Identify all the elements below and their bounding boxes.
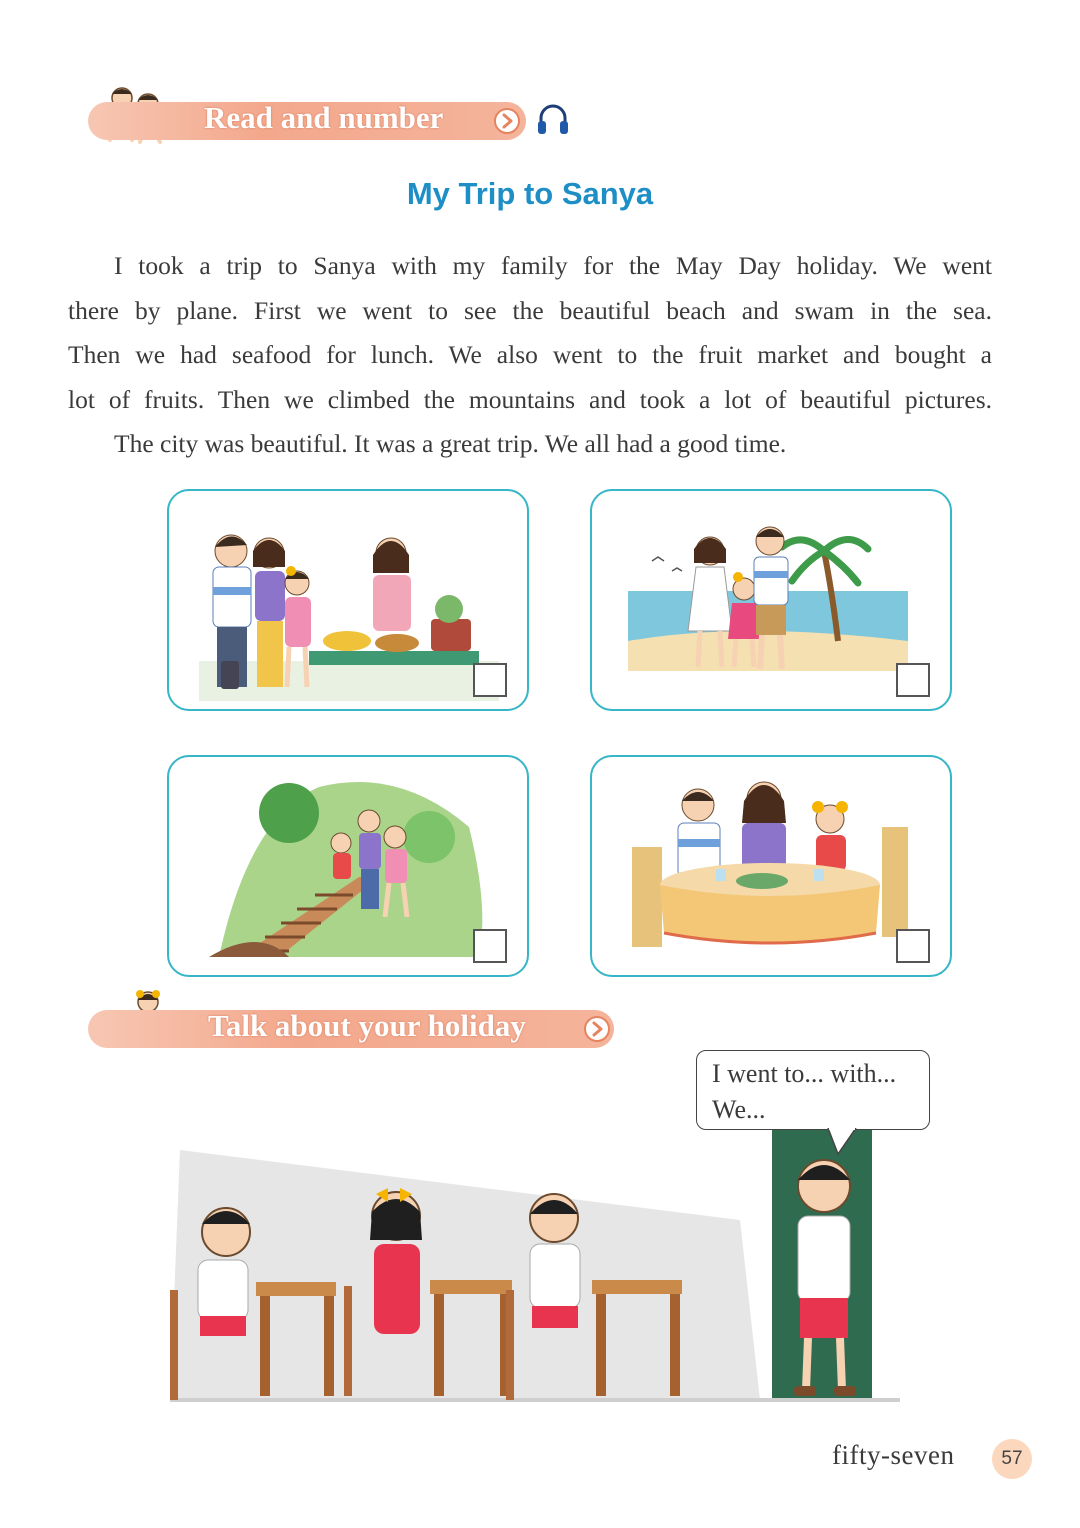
picture-card-mountain-climb [167,755,529,977]
section-title-read-and-number: Read and number [204,100,444,135]
picture-card-beach [590,489,952,711]
play-arrow-icon[interactable] [584,1016,610,1042]
speech-line-2: We... [712,1095,766,1124]
story-title: My Trip to Sanya [406,176,654,211]
number-answer-box[interactable] [896,663,930,697]
story-paragraph [68,244,992,467]
number-answer-box[interactable] [473,663,507,697]
speech-bubble [696,1050,930,1130]
story-line: Then we had seafood for lunch. We also went to the fruit market and bought a [68,340,992,369]
page-number-badge: 57 [992,1439,1032,1479]
story-line: I took a trip to Sanya with my family for the May Day holiday. We went [114,251,992,280]
number-answer-box[interactable] [896,929,930,963]
speech-line-1: I went to... with... [712,1059,897,1088]
picture-card-seafood-lunch [590,755,952,977]
story-line: there by plane. First we went to see the beautiful beach and swam in the sea. [68,295,992,325]
classroom-illustration [160,1120,920,1420]
play-arrow-icon[interactable] [494,108,520,134]
story-line: lot of fruits. Then we climbed the mountains and took a lot of beautiful pictures. [68,384,992,414]
headphones-icon[interactable] [536,102,570,138]
number-answer-box[interactable] [473,929,507,963]
speech-bubble-tail [826,1128,866,1156]
picture-card-fruit-market [167,489,529,711]
story-line: The city was beautiful. It was a great trip. We all had a good time. [114,429,787,458]
page-number-word: fifty-seven [832,1440,955,1470]
section-title-talk-about-your-holiday: Talk about your holiday [208,1008,526,1043]
